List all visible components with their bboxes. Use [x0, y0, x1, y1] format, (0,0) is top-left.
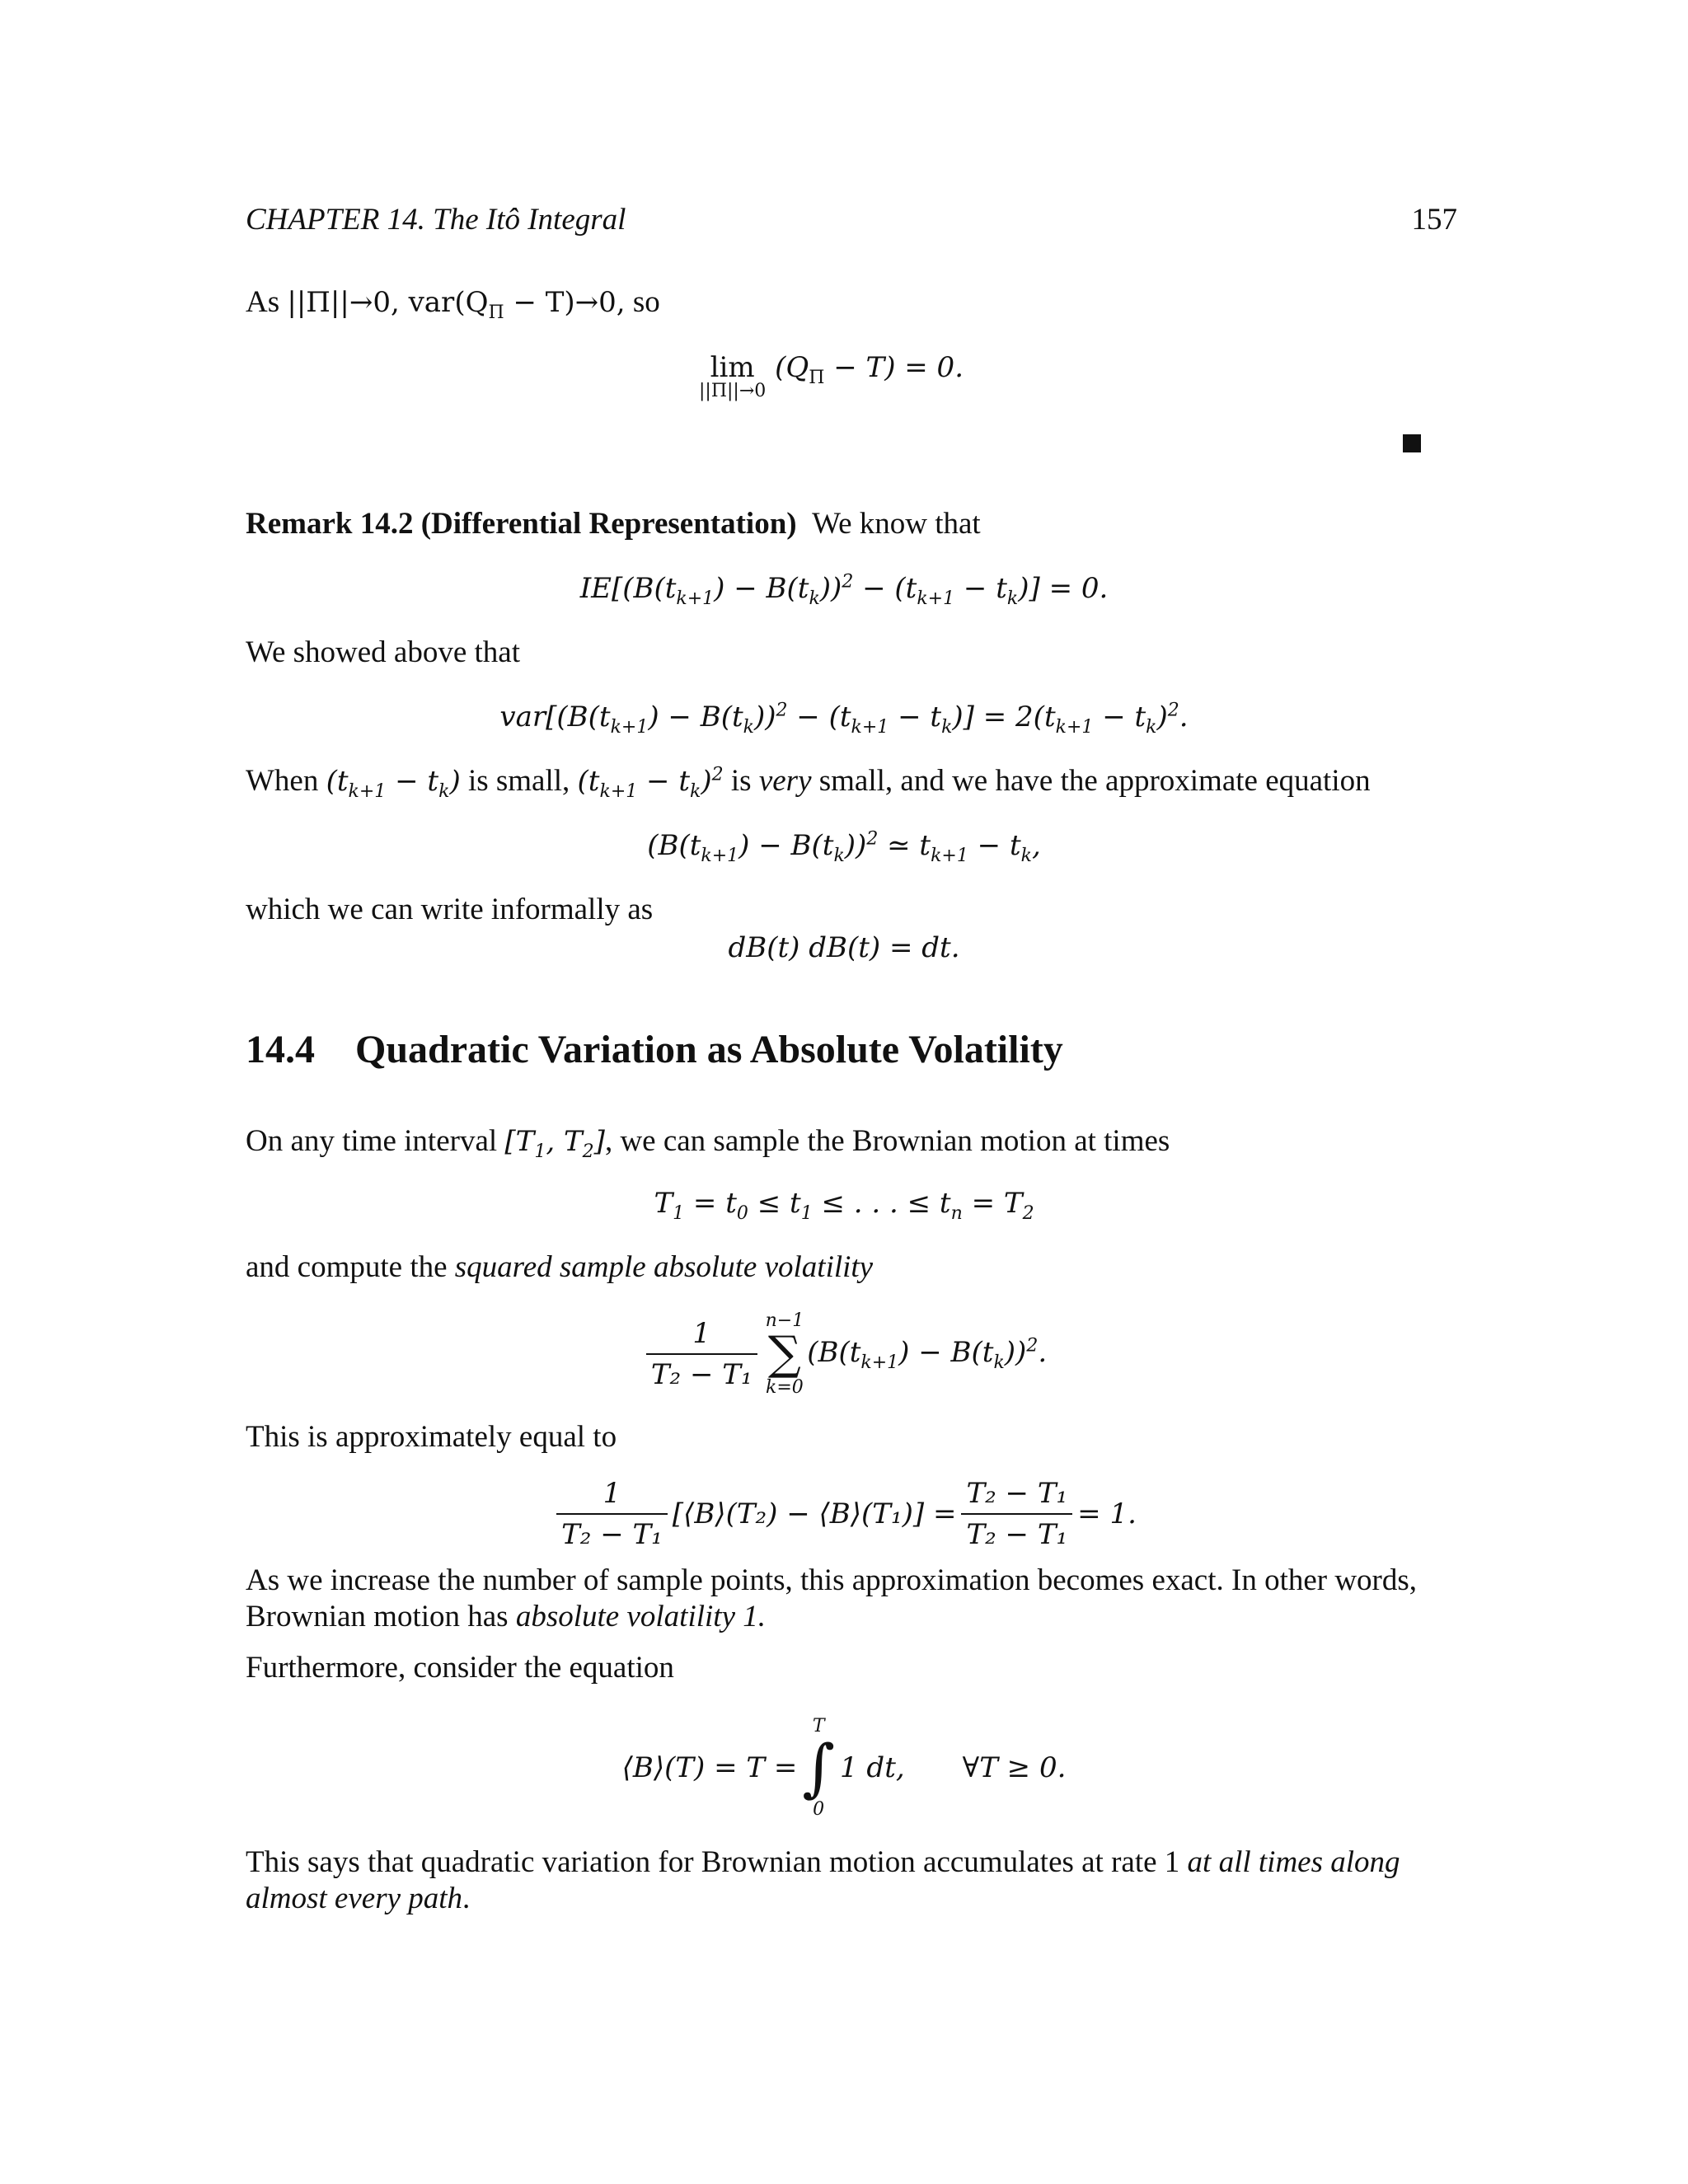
paragraph-accumulates: This says that quadratic variation for Brownian motion accumulates at rate 1 at all times along almost every path.	[246, 1845, 1400, 1915]
equation-partition: $T_1 = t_0 \le t_1$ ≤ . . . ≤ $t_n = T_2$	[654, 1187, 1034, 1224]
remark-text: We know that	[812, 507, 981, 541]
remark-title: Remark 14.2 (Differential Representation)	[246, 507, 797, 541]
text-span: As	[246, 285, 288, 319]
equation-expectation: $IE[(B(t_{k+1}) - B(t_k))^2 - (t_{k+1} - t_k)] = 0$.	[579, 571, 1109, 609]
running-header-chapter: CHAPTER 14. The Itô Integral	[246, 203, 626, 237]
paragraph-when-small: When $(t_{k+1} - t_k)$ is small, $(t_{k+1} - t_k)^2$ is very small, and we have the approximate equation	[246, 764, 1371, 802]
section-heading	[246, 1027, 1063, 1072]
lim-operator: lim	[710, 351, 755, 384]
remark-14-2	[246, 506, 981, 542]
paragraph-increase: As we increase the number of sample points, this approximation becomes exact. In other words, Brownian motion has absolute volatility 1.	[246, 1563, 1421, 1635]
equation-sample-volatility: $\frac{1}{\text{T₂ − T₁}}$ n−1 ∑ k=0 $(B(t_{k+1}) - B(t_k))^2$.	[0, 1310, 1688, 1398]
paragraph-showed-above: We showed above that	[246, 635, 520, 669]
qed-square-icon	[1403, 434, 1421, 452]
paragraph-time-interval: On any time interval [$T_1$, $T_2$], we can sample the Brownian motion at times	[246, 1124, 1170, 1162]
paragraph-informally: which we can write informally as	[246, 893, 654, 926]
page-number: 157	[1411, 203, 1457, 237]
text-line: As we increase the number of sample points, this approximation becomes exact. In other words,	[246, 1563, 1418, 1597]
paragraph-limit-intro	[246, 284, 660, 321]
paragraph-compute: and compute the squared sample absolute volatility	[246, 1250, 874, 1284]
equation-integral: ⟨B⟩(T) = T = T ∫ 0 1 dt, ∀T ≥ 0.	[621, 1716, 1067, 1820]
lim-subscript: ||Π||→0	[699, 381, 767, 401]
sum-operator: n−1 ∑ k=0	[765, 1310, 804, 1398]
paragraph-furthermore: Furthermore, consider the equation	[246, 1651, 674, 1685]
equation-dbdb: dB(t) dB(t) = dt.	[728, 931, 960, 964]
section-number: 14.4	[246, 1028, 315, 1071]
equation-approx: $(B(t_{k+1}) - B(t_k))^2$ ≃ $t_{k+1} - t_k$,	[647, 828, 1041, 866]
paragraph-approx-equal: This is approximately equal to	[246, 1420, 617, 1454]
equation-quadratic-variation: $\frac{1}{\text{T₂ − T₁}}$ [⟨B⟩(T₂) − ⟨B⟩(T₁)] = $\frac{\text{T₂ − T₁}}{\text{T₂ − T₁}}$ = 1.	[0, 1477, 1688, 1551]
equation-limit: lim ||Π||→0 $(Q_\Pi - T) = 0$.	[699, 351, 964, 401]
equation-variance: $var[(B(t_{k+1}) - B(t_k))^2 - (t_{k+1} - t_k)] = 2(t_{k+1} - t_k)^2$.	[499, 700, 1189, 738]
inline-math: ||Π||→0, $var(Q_\Pi - T)\to 0$,	[287, 286, 626, 323]
section-title: Quadratic Variation as Absolute Volatility	[355, 1028, 1063, 1071]
fraction: $\frac{1}{\text{T₂ − T₁}}$	[646, 1317, 757, 1391]
text-span: so	[625, 285, 660, 319]
integral-operator: T ∫ 0	[802, 1716, 835, 1820]
